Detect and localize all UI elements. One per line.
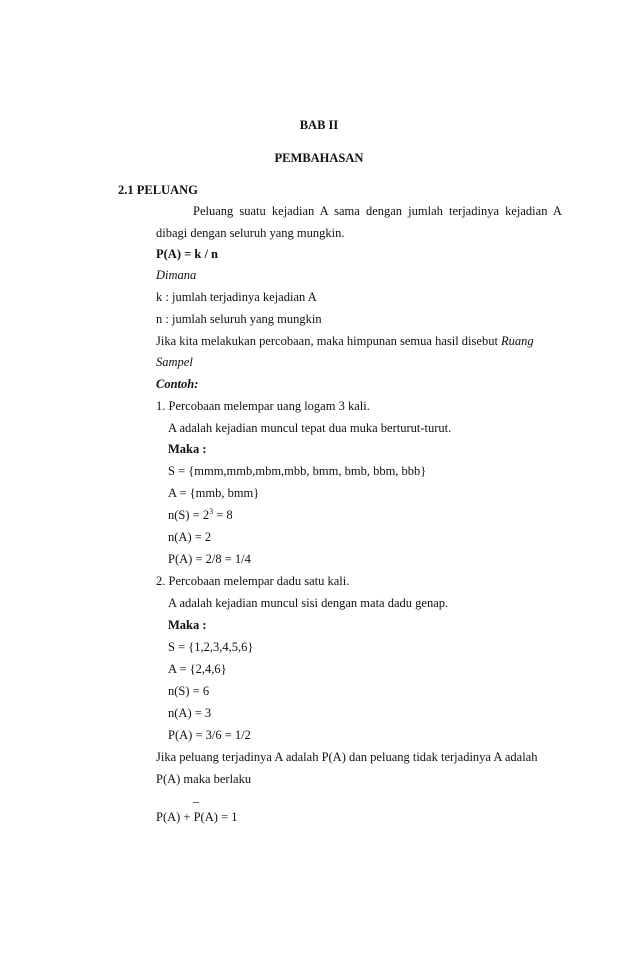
example1-pa: P(A) = 2/8 = 1/4 [168, 552, 251, 566]
example2-description: A adalah kejadian muncul sisi dengan mata dadu genap. [168, 596, 449, 610]
example2-maka: Maka : [168, 618, 207, 632]
example1-event-set: A = {mmb, bmm} [168, 486, 260, 500]
contoh-label: Contoh: [156, 377, 199, 391]
example2-event-set: A = {2,4,6} [168, 662, 227, 676]
example1-ns [168, 509, 233, 522]
dimana-label: Dimana [156, 268, 197, 282]
example1-sample-space: S = {mmm,mmb,mbm,mbb, bmm, bmb, bbm, bbb} [168, 464, 427, 478]
complement-formula: P(A) + P(A) = 1 [156, 810, 238, 824]
sample-space-text: Jika kita melakukan percobaan, maka himpunan semua hasil disebut [156, 334, 498, 348]
k-definition: k : jumlah terjadinya kejadian A [156, 290, 317, 304]
example1-ns-prefix: n(S) = 2 [168, 508, 210, 522]
example2-sample-space: S = {1,2,3,4,5,6} [168, 640, 254, 654]
example1-ns-exponent: 3 [209, 507, 214, 516]
sample-space-line1 [156, 335, 534, 348]
section-heading: 2.1 PELUANG [118, 183, 198, 197]
intro-paragraph-line2: dibagi dengan seluruh yang mungkin. [156, 226, 345, 240]
example1-description: A adalah kejadian muncul tepat dua muka berturut-turut. [168, 421, 452, 435]
probability-formula: P(A) = k / n [156, 247, 218, 261]
chapter-label: BAB II [299, 118, 339, 132]
sample-space-term-part2: Sampel [156, 355, 193, 369]
example1-title: 1. Percobaan melempar uang logam 3 kali. [156, 399, 370, 413]
intro-text-line1: Peluang suatu kejadian A sama dengan jumlah terjadinya kejadian A [193, 204, 562, 218]
complement-bar: _ [193, 790, 200, 804]
closing-line2: P(A) maka berlaku [156, 772, 252, 786]
example2-ns: n(S) = 6 [168, 684, 210, 698]
chapter-title: PEMBAHASAN [274, 151, 364, 165]
example2-pa: P(A) = 3/6 = 1/2 [168, 728, 251, 742]
example2-na: n(A) = 3 [168, 706, 212, 720]
n-definition: n : jumlah seluruh yang mungkin [156, 312, 322, 326]
intro-paragraph-line1 [193, 204, 562, 218]
example2-title: 2. Percobaan melempar dadu satu kali. [156, 574, 350, 588]
example1-na: n(A) = 2 [168, 530, 212, 544]
example1-maka: Maka : [168, 442, 207, 456]
example1-ns-suffix: = 8 [213, 508, 233, 522]
closing-line1: Jika peluang terjadinya A adalah P(A) dan peluang tidak terjadinya A adalah [156, 750, 538, 764]
sample-space-term-part1: Ruang [501, 334, 534, 348]
